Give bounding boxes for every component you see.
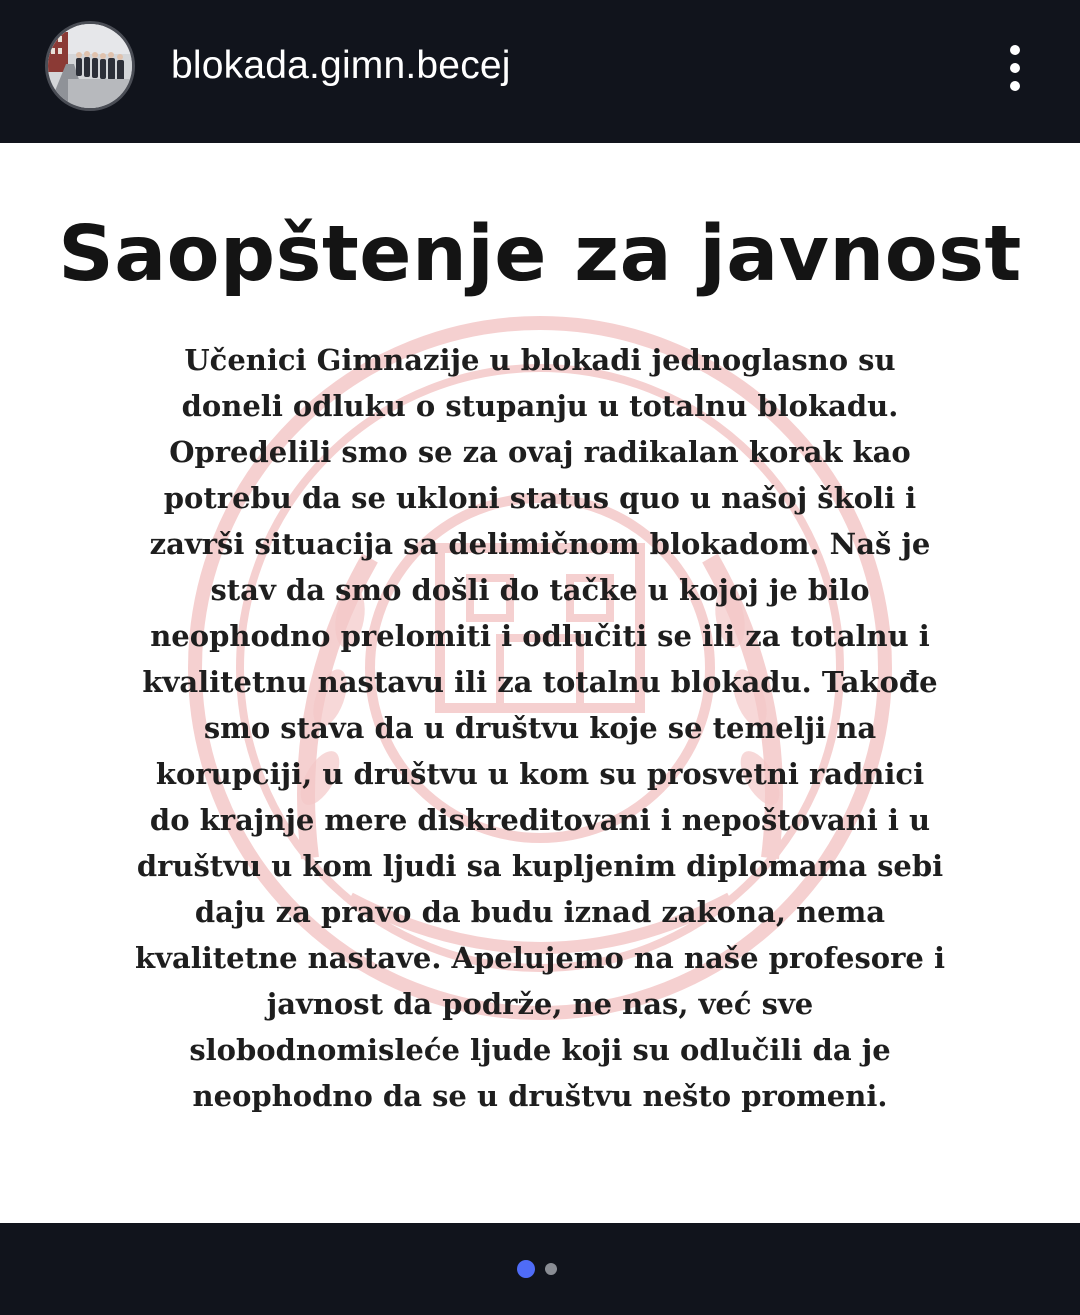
body-line: Učenici Gimnazije u blokadi jednoglasno su [184,343,896,377]
body-line: Opredelili smo se za ovaj radikalan korak kao [169,435,911,469]
body-line: slobodnomisleće ljude koji su odlučili da je [189,1033,891,1067]
body-line: javnost da podrže, ne nas, već sve [266,987,814,1021]
pager-dot-active[interactable] [517,1260,535,1278]
post-header [0,0,1080,143]
more-vertical-icon [1010,81,1020,91]
body-line: društvu u kom ljudi sa kupljenim diplomama sebi [136,849,944,883]
more-vertical-icon [1010,45,1020,55]
body-line: potrebu da se ukloni status quo u našoj školi i [163,481,917,515]
more-options-button[interactable] [990,36,1040,100]
body-line: kvalitetne nastave. Apelujemo na naše profesore i [135,941,945,975]
body-line: neophodno da se u društvu nešto promeni. [192,1079,888,1113]
profile-photo-icon [48,24,132,108]
body-line: završi situacija sa delimičnom blokadom. Naš je [149,527,931,561]
body-line: smo stava da u društvu koje se temelji na [203,711,877,745]
body-line: kvalitetnu nastavu ili za totalnu blokadu. Takođe [142,665,938,699]
post-title: Saopštenje za javnost [58,210,1022,299]
body-line: stav da smo došli do tačke u kojoj je bilo [210,573,870,607]
body-line: doneli odluku o stupanju u totalnu blokadu. [181,389,899,423]
pager-dot[interactable] [545,1263,557,1275]
body-line: do krajnje mere diskreditovani i nepoštovani i u [149,803,931,837]
body-line: daju za pravo da budu iznad zakona, nema [194,895,886,929]
post-image[interactable] [0,143,1080,1223]
body-line: neophodno prelomiti i odlučiti se ili za totalnu i [150,619,930,653]
post-body [40,337,1040,1119]
username[interactable]: blokada.gimn.becej [171,44,511,87]
body-line: korupciji, u društvu u kom su prosvetni radnici [155,757,925,791]
more-vertical-icon [1010,63,1020,73]
post-footer [0,1223,1080,1315]
carousel-pager[interactable] [517,1260,557,1278]
avatar[interactable] [45,21,135,111]
